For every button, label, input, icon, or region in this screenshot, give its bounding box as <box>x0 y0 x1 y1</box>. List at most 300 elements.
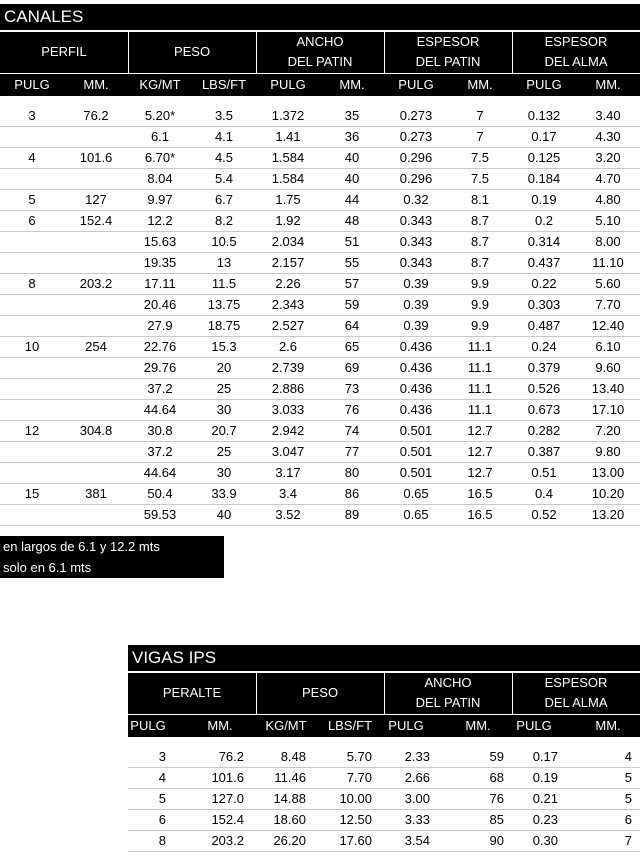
table-cell <box>0 295 64 315</box>
table-cell: 11.1 <box>467 360 493 375</box>
table-cell: 3.00 <box>404 791 430 806</box>
table-cell: 18.60 <box>273 812 306 827</box>
note-largos: en largos de 6.1 y 12.2 mts <box>0 536 224 557</box>
table-row <box>0 274 640 295</box>
table-cell: 80 <box>344 465 360 480</box>
table-cell: 152.4 <box>79 213 113 228</box>
table-cell: 2.66 <box>404 770 430 785</box>
table-cell: 90 <box>489 833 504 848</box>
table-cell: 1.41 <box>275 129 301 144</box>
table-cell: 9.9 <box>470 318 490 333</box>
table-cell: 0.379 <box>527 360 561 375</box>
table-cell: 0.21 <box>532 791 558 806</box>
col-espesor-alma: ESPESOR DEL ALMA <box>544 675 608 710</box>
table-cell: 4.1 <box>214 129 234 144</box>
table-cell: 3.33 <box>404 812 430 827</box>
col-peso: PESO <box>173 44 211 59</box>
table-cell: 127 <box>85 192 107 207</box>
table-cell: 0.437 <box>527 255 561 270</box>
table-cell: 0.52 <box>531 507 557 522</box>
canales-notes <box>0 536 640 578</box>
table-cell: 0.343 <box>399 213 433 228</box>
table-cell: 74 <box>344 423 360 438</box>
table-cell: 6.7 <box>214 192 234 207</box>
table-cell: 12.2 <box>147 213 173 228</box>
col-peso: PESO <box>301 685 339 700</box>
unit-header: KG/MT <box>265 718 307 733</box>
table-cell <box>0 316 64 336</box>
table-cell <box>0 169 64 189</box>
col-peralte: PERALTE <box>162 685 222 700</box>
table-cell: 27.9 <box>147 318 173 333</box>
table-cell: 12.7 <box>467 423 493 438</box>
table-cell: 0.17 <box>532 749 558 764</box>
table-cell: 2.739 <box>271 360 305 375</box>
table-cell: 13.00 <box>591 465 625 480</box>
unit-header: MM. <box>595 718 621 733</box>
table-cell: 254 <box>85 339 107 354</box>
table-cell: 6.10 <box>595 339 621 354</box>
table-cell: 3.40 <box>595 108 621 123</box>
table-cell: 0.501 <box>399 444 433 459</box>
table-cell: 0.296 <box>399 150 433 165</box>
table-cell <box>0 358 64 378</box>
table-cell: 7.70 <box>595 297 621 312</box>
table-cell: 73 <box>344 381 360 396</box>
vigas-title: VIGAS IPS <box>128 645 640 671</box>
table-cell: 8.04 <box>147 171 173 186</box>
table-cell: 30.8 <box>147 423 173 438</box>
table-cell: 59 <box>344 297 360 312</box>
table-cell: 127.0 <box>211 791 244 806</box>
table-cell: 0.673 <box>527 402 561 417</box>
table-cell: 33.9 <box>211 486 237 501</box>
table-cell: 14.88 <box>273 791 306 806</box>
table-cell: 3 <box>28 108 36 123</box>
table-row <box>0 232 640 253</box>
table-cell <box>0 463 64 483</box>
table-cell: 25 <box>216 381 232 396</box>
table-cell: 13.20 <box>591 507 625 522</box>
table-cell: 4.5 <box>214 150 234 165</box>
table-row <box>0 463 640 484</box>
table-cell: 0.2 <box>534 213 554 228</box>
table-cell <box>0 253 64 273</box>
table-cell: 11.1 <box>467 381 493 396</box>
table-cell: 6 <box>624 812 632 827</box>
table-cell: 6 <box>28 213 36 228</box>
table-cell: 3.52 <box>275 507 301 522</box>
table-cell: 51 <box>344 234 360 249</box>
col-espesor-patin: ESPESOR DEL PATIN <box>415 34 481 69</box>
table-cell: 29.76 <box>143 360 177 375</box>
table-cell: 0.436 <box>399 402 433 417</box>
unit-header: MM. <box>207 718 233 733</box>
table-row <box>0 253 640 274</box>
table-cell: 5.4 <box>214 171 234 186</box>
table-cell: 1.92 <box>275 213 301 228</box>
table-cell: 0.19 <box>532 770 558 785</box>
table-row <box>128 831 640 852</box>
table-row <box>128 768 640 789</box>
table-cell <box>0 232 64 252</box>
table-cell: 5.10 <box>595 213 621 228</box>
table-cell <box>64 379 128 399</box>
col-espesor-alma: ESPESOR DEL ALMA <box>544 34 608 69</box>
table-cell: 0.314 <box>527 234 561 249</box>
table-cell: 11.46 <box>274 770 306 785</box>
table-cell: 0.30 <box>532 833 558 848</box>
table-row <box>0 421 640 442</box>
table-cell: 0.17 <box>531 129 557 144</box>
table-cell: 10 <box>24 339 40 354</box>
table-cell: 3.5 <box>214 108 234 123</box>
table-cell: 11.10 <box>592 255 624 270</box>
table-cell: 0.32 <box>403 192 429 207</box>
table-cell: 36 <box>344 129 360 144</box>
table-cell: 8 <box>158 833 166 848</box>
table-cell: 44.64 <box>143 465 177 480</box>
table-cell: 3.20 <box>595 150 621 165</box>
table-cell: 3.17 <box>275 465 301 480</box>
table-cell: 2.886 <box>271 381 305 396</box>
table-cell: 85 <box>489 812 504 827</box>
table-cell: 0.23 <box>532 812 558 827</box>
unit-header: PULG <box>270 77 306 92</box>
table-row <box>0 358 640 379</box>
table-cell: 17.10 <box>591 402 625 417</box>
col-ancho-patin: ANCHO DEL PATIN <box>415 675 481 710</box>
table-cell: 0.436 <box>399 360 433 375</box>
table-cell: 4.70 <box>595 171 621 186</box>
table-cell: 7.70 <box>346 770 372 785</box>
table-cell: 0.343 <box>399 255 433 270</box>
table-cell: 17.11 <box>144 276 176 291</box>
table-cell: 10.5 <box>211 234 237 249</box>
table-cell <box>0 379 64 399</box>
unit-header: PULG <box>398 77 434 92</box>
table-cell: 2.034 <box>271 234 305 249</box>
table-cell: 0.65 <box>403 507 429 522</box>
unit-header: PULG <box>14 77 50 92</box>
unit-header: MM. <box>339 77 365 92</box>
table-row <box>0 400 640 421</box>
table-cell: 5 <box>624 791 632 806</box>
table-cell: 5.60 <box>595 276 621 291</box>
table-cell: 40 <box>344 150 360 165</box>
table-cell: 0.65 <box>403 486 429 501</box>
table-cell: 4 <box>624 749 632 764</box>
table-cell: 8.48 <box>280 749 306 764</box>
table-cell: 304.8 <box>79 423 113 438</box>
table-cell: 8.7 <box>470 213 490 228</box>
table-row <box>0 169 640 190</box>
table-cell: 19.35 <box>143 255 177 270</box>
table-cell: 381 <box>85 486 107 501</box>
vigas-section <box>128 645 640 867</box>
table-cell: 9.9 <box>470 276 490 291</box>
table-cell: 0.487 <box>527 318 561 333</box>
table-cell: 44.64 <box>143 402 177 417</box>
table-cell: 0.39 <box>403 297 429 312</box>
table-cell: 7.20 <box>595 423 621 438</box>
table-cell: 1.75 <box>275 192 301 207</box>
table-cell: 44 <box>344 192 360 207</box>
table-cell: 48 <box>344 213 360 228</box>
table-cell: 101.6 <box>79 150 113 165</box>
table-cell: 0.387 <box>527 444 561 459</box>
unit-header: KG/MT <box>139 77 181 92</box>
table-cell: 8.1 <box>470 192 490 207</box>
table-cell: 8.7 <box>470 234 490 249</box>
table-cell: 0.22 <box>531 276 557 291</box>
table-row <box>128 747 640 768</box>
table-cell <box>64 442 128 462</box>
table-cell: 86 <box>344 486 360 501</box>
table-cell: 30 <box>216 402 232 417</box>
table-row <box>0 148 640 169</box>
table-cell: 0.273 <box>399 108 433 123</box>
table-row <box>0 316 640 337</box>
table-row <box>0 379 640 400</box>
table-cell: 6.70* <box>144 150 176 165</box>
table-cell: 4.30 <box>595 129 621 144</box>
table-row <box>0 127 640 148</box>
table-cell: 7.5 <box>470 171 490 186</box>
table-cell: 0.24 <box>531 339 557 354</box>
table-cell: 77 <box>344 444 360 459</box>
table-cell: 16.5 <box>467 486 493 501</box>
table-cell: 59 <box>489 749 504 764</box>
table-cell: 11.5 <box>211 276 237 291</box>
table-cell: 76.2 <box>83 108 109 123</box>
table-cell: 8.00 <box>595 234 621 249</box>
table-cell <box>64 400 128 420</box>
table-cell: 15 <box>24 486 40 501</box>
table-row <box>0 442 640 463</box>
table-cell: 12 <box>24 423 40 438</box>
table-cell: 2.343 <box>271 297 305 312</box>
table-cell: 20 <box>216 360 232 375</box>
table-cell <box>64 253 128 273</box>
table-row <box>0 211 640 232</box>
table-cell: 12.50 <box>339 812 372 827</box>
table-cell: 26.20 <box>273 833 306 848</box>
table-cell: 0.125 <box>527 150 561 165</box>
table-cell: 0.132 <box>527 108 561 123</box>
table-cell <box>0 400 64 420</box>
table-cell: 0.526 <box>527 381 561 396</box>
table-cell: 76.2 <box>218 749 244 764</box>
table-cell: 50.4 <box>147 486 173 501</box>
unit-header: LBS/FT <box>327 718 373 733</box>
col-perfil: PERFIL <box>41 44 87 59</box>
table-row <box>0 337 640 358</box>
table-cell: 0.501 <box>399 423 433 438</box>
table-row <box>0 484 640 505</box>
table-row <box>0 505 640 526</box>
table-cell: 0.39 <box>403 318 429 333</box>
table-cell <box>64 169 128 189</box>
table-row <box>128 789 640 810</box>
table-cell: 11.1 <box>467 402 493 417</box>
table-cell: 3 <box>158 749 166 764</box>
table-cell: 13 <box>216 255 232 270</box>
table-cell <box>64 295 128 315</box>
table-cell: 7 <box>624 833 632 848</box>
vigas-units-row <box>128 715 640 737</box>
table-cell: 0.436 <box>399 339 433 354</box>
table-cell <box>0 127 64 147</box>
note-solo: solo en 6.1 mts <box>0 557 224 578</box>
unit-header: LBS/FT <box>201 77 247 92</box>
table-cell: 6.1 <box>150 129 170 144</box>
unit-header: PULG <box>516 718 552 733</box>
vigas-header <box>128 672 640 714</box>
table-cell: 5 <box>158 791 166 806</box>
table-cell: 7 <box>476 129 484 144</box>
table-cell: 57 <box>344 276 360 291</box>
canales-header <box>0 31 640 73</box>
table-cell: 40 <box>216 507 232 522</box>
table-cell: 11.1 <box>467 339 493 354</box>
table-cell: 7.5 <box>470 150 490 165</box>
table-cell: 0.343 <box>399 234 433 249</box>
table-cell: 37.2 <box>147 444 173 459</box>
table-cell: 8 <box>28 276 36 291</box>
table-cell: 12.7 <box>467 465 493 480</box>
table-cell: 17.60 <box>339 833 372 848</box>
unit-header: MM. <box>83 77 109 92</box>
table-cell: 2.6 <box>278 339 298 354</box>
table-cell: 25 <box>216 444 232 459</box>
table-cell: 0.4 <box>534 486 554 501</box>
table-cell: 20.46 <box>143 297 177 312</box>
table-cell: 203.2 <box>79 276 113 291</box>
table-cell: 0.19 <box>531 192 557 207</box>
table-cell <box>64 463 128 483</box>
table-cell: 5 <box>624 770 632 785</box>
table-row <box>128 810 640 831</box>
table-cell: 12.7 <box>467 444 493 459</box>
table-cell: 3.033 <box>271 402 305 417</box>
table-cell: 8.7 <box>470 255 490 270</box>
table-cell: 152.4 <box>211 812 244 827</box>
table-cell: 0.39 <box>403 276 429 291</box>
table-cell: 10.20 <box>591 486 625 501</box>
table-cell: 4 <box>28 150 36 165</box>
table-cell: 0.273 <box>399 129 433 144</box>
table-cell: 3.047 <box>271 444 305 459</box>
table-cell: 101.6 <box>211 770 244 785</box>
table-cell: 0.436 <box>399 381 433 396</box>
table-cell: 12.40 <box>591 318 625 333</box>
table-cell: 18.75 <box>207 318 241 333</box>
unit-header: PULG <box>526 77 562 92</box>
table-cell: 3.54 <box>404 833 430 848</box>
col-ancho-patin: ANCHO DEL PATIN <box>287 34 353 69</box>
table-cell: 8.2 <box>214 213 234 228</box>
table-cell: 2.26 <box>275 276 301 291</box>
table-cell: 22.76 <box>143 339 177 354</box>
table-cell: 76 <box>344 402 360 417</box>
table-cell: 0.296 <box>399 171 433 186</box>
table-cell: 40 <box>344 171 360 186</box>
table-cell: 76 <box>489 791 504 806</box>
table-cell <box>64 127 128 147</box>
table-cell: 0.501 <box>399 465 433 480</box>
table-cell: 2.157 <box>271 255 305 270</box>
table-cell: 1.584 <box>271 150 305 165</box>
table-cell: 0.184 <box>527 171 561 186</box>
table-cell: 68 <box>489 770 504 785</box>
canales-section <box>0 4 640 578</box>
table-cell: 0.282 <box>527 423 561 438</box>
table-cell: 0.303 <box>527 297 561 312</box>
table-row <box>0 106 640 127</box>
table-cell: 20.7 <box>211 423 237 438</box>
table-cell <box>0 505 64 525</box>
table-cell: 30 <box>216 465 232 480</box>
table-cell: 16.5 <box>467 507 493 522</box>
table-cell: 5.70 <box>346 749 372 764</box>
table-cell: 2.942 <box>271 423 305 438</box>
table-cell <box>64 232 128 252</box>
table-cell: 4.80 <box>595 192 621 207</box>
table-cell: 59.53 <box>143 507 177 522</box>
table-cell: 1.372 <box>271 108 305 123</box>
unit-header: PULG <box>130 718 166 733</box>
unit-header: MM. <box>595 77 621 92</box>
table-cell: 64 <box>344 318 360 333</box>
unit-header: MM. <box>467 77 493 92</box>
table-cell: 13.40 <box>591 381 625 396</box>
table-cell: 37.2 <box>147 381 173 396</box>
table-cell: 7 <box>476 108 484 123</box>
unit-header: PULG <box>388 718 424 733</box>
table-cell: 1.584 <box>271 171 305 186</box>
table-cell <box>64 358 128 378</box>
table-cell: 65 <box>344 339 360 354</box>
table-cell: 89 <box>344 507 360 522</box>
vigas-table-body <box>128 737 640 867</box>
canales-units-row <box>0 74 640 96</box>
table-cell: 5.20* <box>144 108 176 123</box>
canales-table-body <box>0 96 640 536</box>
table-row <box>0 190 640 211</box>
table-cell: 6 <box>158 812 166 827</box>
table-cell: 4 <box>158 770 166 785</box>
table-cell <box>0 442 64 462</box>
table-cell: 69 <box>344 360 360 375</box>
table-cell: 3.4 <box>278 486 298 501</box>
table-cell: 55 <box>344 255 360 270</box>
canales-title: CANALES <box>0 4 640 30</box>
table-cell <box>64 316 128 336</box>
table-cell: 9.97 <box>147 192 173 207</box>
table-row <box>0 295 640 316</box>
table-cell: 9.60 <box>595 360 621 375</box>
unit-header: MM. <box>465 718 491 733</box>
table-cell: 15.3 <box>211 339 237 354</box>
table-cell: 9.9 <box>470 297 490 312</box>
table-cell: 5 <box>28 192 36 207</box>
table-cell: 13.75 <box>207 297 241 312</box>
table-cell: 15.63 <box>143 234 177 249</box>
table-cell: 203.2 <box>211 833 244 848</box>
table-cell: 35 <box>344 108 360 123</box>
table-cell: 0.51 <box>531 465 557 480</box>
